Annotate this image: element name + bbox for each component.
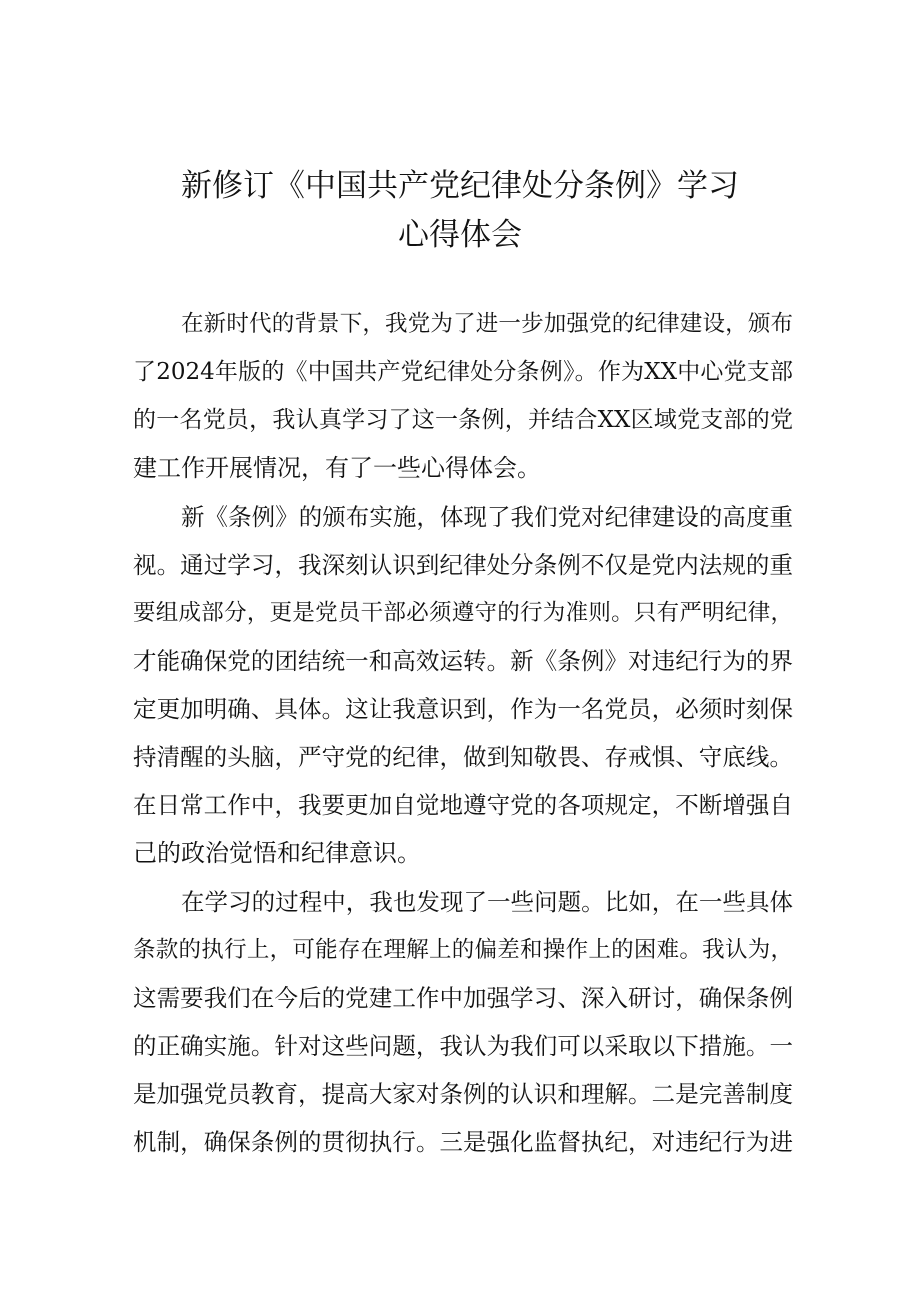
body-line: 在学习的过程中，我也发现了一些问题。比如，在一些具体 <box>181 888 793 916</box>
body-line: 己的政治觉悟和纪律意识。 <box>133 839 421 867</box>
body-line: 的正确实施。针对这些问题，我认为我们可以采取以下措施。一 <box>133 1032 793 1060</box>
body-line: 新《条例》的颁布实施，体现了我们党对纪律建设的高度重 <box>181 503 793 531</box>
body-line: 了2024年版的《中国共产党纪律处分条例》。作为XX中心党支部 <box>133 359 793 385</box>
body-line: 条款的执行上，可能存在理解上的偏差和操作上的困难。我认为， <box>133 937 793 963</box>
body-line: 定更加明确、具体。这让我意识到，作为一名党员，必须时刻保 <box>133 695 793 723</box>
body-line: 建工作开展情况，有了一些心得体会。 <box>133 454 541 482</box>
body-line: 持清醒的头脑，严守党的纪律，做到知敬畏、存戒惧、守底线。 <box>133 743 793 771</box>
document-title-line-1: 新修订《中国共产党纪律处分条例》学习 <box>181 168 739 204</box>
body-line: 要组成部分，更是党员干部必须遵守的行为准则。只有严明纪律， <box>133 600 793 626</box>
body-line: 是加强党员教育，提高大家对条例的认识和理解。二是完善制度 <box>133 1080 793 1108</box>
body-line: 的一名党员，我认真学习了这一条例，并结合XX区域党支部的党 <box>133 407 793 433</box>
body-line: 这需要我们在今后的党建工作中加强学习、深入研讨，确保条例 <box>133 984 793 1012</box>
body-line: 在新时代的背景下，我党为了进一步加强党的纪律建设，颁布 <box>181 311 793 337</box>
body-line: 视。通过学习，我深刻认识到纪律处分条例不仅是党内法规的重 <box>133 551 793 579</box>
document-title-line-2: 心得体会 <box>398 217 522 253</box>
body-line: 机制，确保条例的贯彻执行。三是强化监督执纪，对违纪行为进 <box>133 1128 793 1156</box>
body-line: 在日常工作中，我要更加自觉地遵守党的各项规定，不断增强自 <box>133 791 793 819</box>
body-line: 才能确保党的团结统一和高效运转。新《条例》对违纪行为的界 <box>133 647 793 675</box>
